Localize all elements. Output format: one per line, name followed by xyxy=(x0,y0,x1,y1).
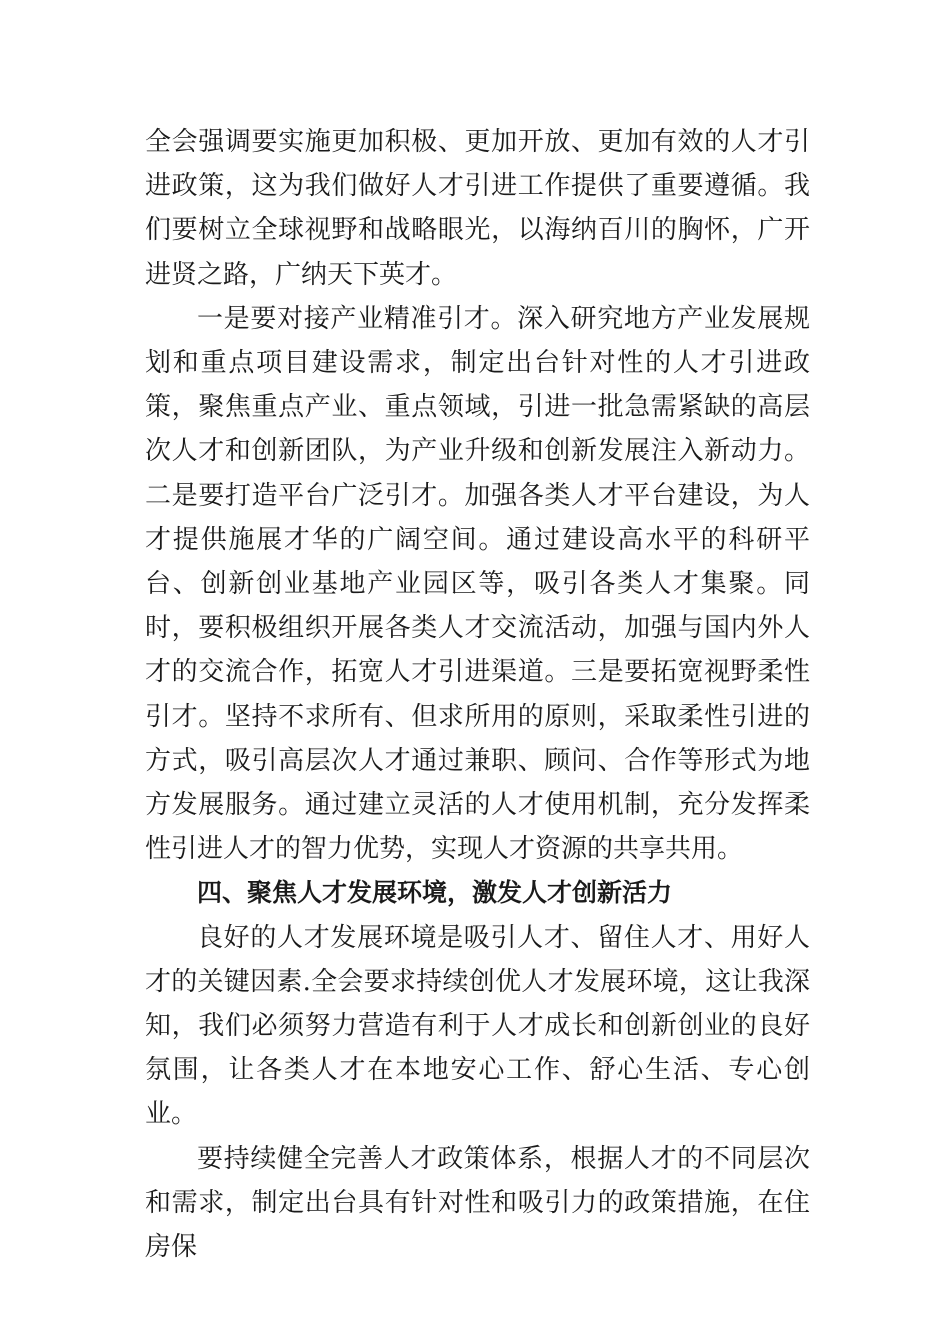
document-body xyxy=(145,120,810,1269)
paragraph-environment: 良好的人才发展环境是吸引人才、留住人才、用好人才的关键因素.全会要求持续创优人才发展环境，这让我深知，我们必须努力营造有利于人才成长和创新创业的良好氛围，让各类人才在本地安心工作、舒心生活、专心创业。 xyxy=(145,922,810,1130)
paragraph-talent-introduction: 一是要对接产业精准引才。深入研究地方产业发展规划和重点项目建设需求，制定出台针对性的人才引进政策，聚焦重点产业、重点领域，引进一批急需紧缺的高层次人才和创新团队，为产业升级和创新发展注入新动力。二是要打造平台广泛引才。加强各类人才平台建设，为人才提供施展才华的广阔空间。通过建设高水平的科研平台、创新创业基地产业园区等，吸引各类人才集聚。同时，要积极组织开展各类人才交流活动，加强与国内外人才的交流合作，拓宽人才引进渠道。三是要拓宽视野柔性引才。坚持不求所有、但求所用的原则，采取柔性引进的方式，吸引高层次人才通过兼职、顾问、合作等形式为地方发展服务。通过建立灵活的人才使用机制，充分发挥柔性引进人才的智力优势，实现人才资源的共享共用。 xyxy=(145,303,810,865)
paragraph-policy-system: 要持续健全完善人才政策体系，根据人才的不同层次和需求，制定出台具有针对性和吸引力的政策措施，在住房保 xyxy=(145,1143,810,1263)
paragraph-intro: 全会强调要实施更加积极、更加开放、更加有效的人才引进政策，这为我们做好人才引进工作提供了重要遵循。我们要树立全球视野和战略眼光，以海纳百川的胸怀，广开进贤之路，广纳天下英才。 xyxy=(145,127,810,290)
section-heading: 四、聚焦人才发展环境，激发人才创新活力 xyxy=(197,878,673,908)
